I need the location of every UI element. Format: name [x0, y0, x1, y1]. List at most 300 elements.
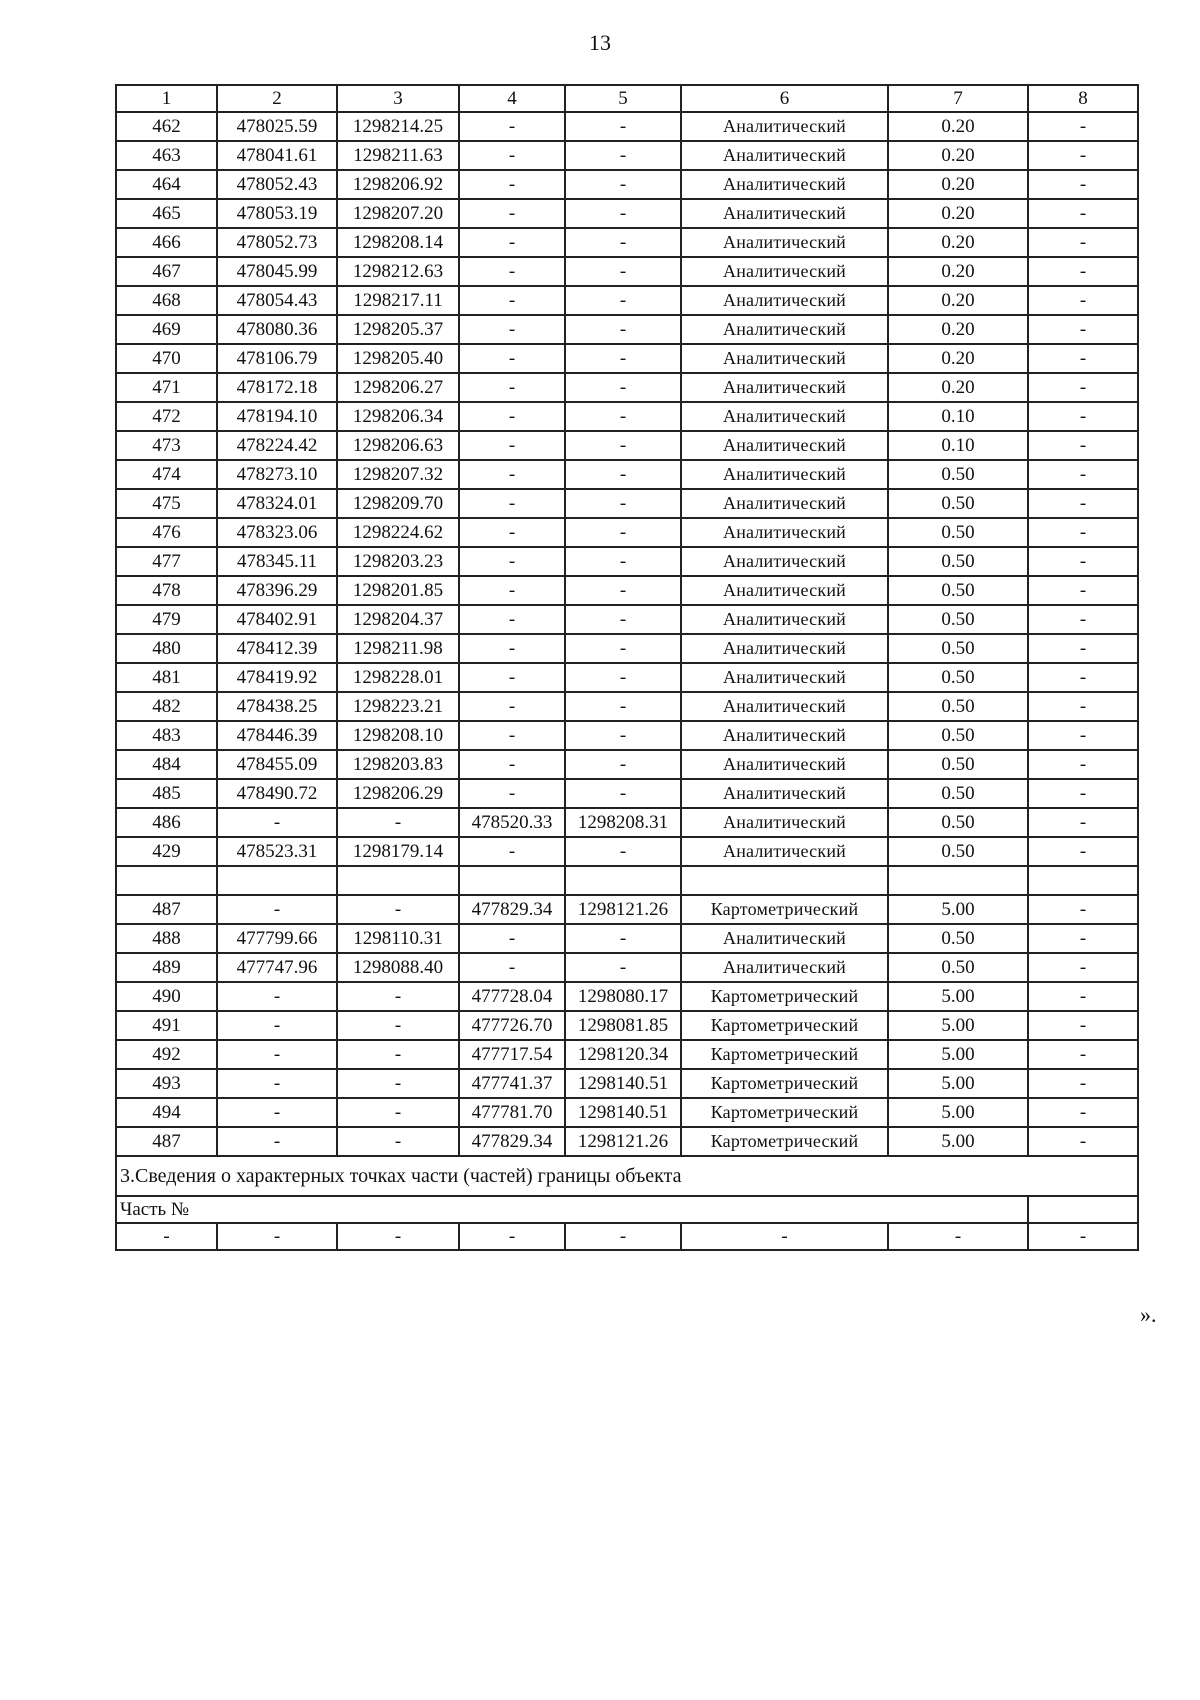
table-cell: 0.20 — [888, 315, 1028, 344]
table-cell: 0.50 — [888, 634, 1028, 663]
table-cell: 0.20 — [888, 199, 1028, 228]
table-cell: 1298207.20 — [337, 199, 459, 228]
table-cell: 1298140.51 — [565, 1069, 681, 1098]
table-cell: - — [1028, 750, 1138, 779]
table-cell: - — [565, 750, 681, 779]
table-cell: 0.20 — [888, 141, 1028, 170]
table-cell: - — [565, 141, 681, 170]
table-cell: - — [1028, 634, 1138, 663]
method-cell: Картометрический — [681, 1040, 888, 1069]
method-cell: Аналитический — [681, 402, 888, 431]
table-cell: 491 — [116, 1011, 217, 1040]
table-cell: 1298080.17 — [565, 982, 681, 1011]
table-cell: 0.20 — [888, 112, 1028, 141]
table-cell: 1298208.31 — [565, 808, 681, 837]
table-cell: 476 — [116, 518, 217, 547]
table-cell — [565, 866, 681, 895]
table-cell: 429 — [116, 837, 217, 866]
method-cell: Картометрический — [681, 1127, 888, 1156]
table-cell — [116, 866, 217, 895]
table-cell: - — [565, 837, 681, 866]
table-cell: - — [565, 257, 681, 286]
table-cell: - — [565, 692, 681, 721]
table-cell: - — [565, 721, 681, 750]
table-cell: 469 — [116, 315, 217, 344]
table-row — [116, 170, 1138, 199]
table-row — [116, 663, 1138, 692]
method-cell: Аналитический — [681, 373, 888, 402]
table-row — [116, 953, 1138, 982]
table-cell: 0.50 — [888, 837, 1028, 866]
table-cell: 477799.66 — [217, 924, 337, 953]
table-cell: 1298140.51 — [565, 1098, 681, 1127]
table-cell: 478402.91 — [217, 605, 337, 634]
table-cell: - — [1028, 779, 1138, 808]
table-cell: - — [459, 547, 565, 576]
table-cell: 1298208.10 — [337, 721, 459, 750]
table-cell: - — [116, 1223, 217, 1250]
table-row — [116, 1127, 1138, 1156]
column-header: 7 — [888, 85, 1028, 112]
table-cell: - — [1028, 895, 1138, 924]
table-cell: - — [459, 1223, 565, 1250]
table-row — [116, 634, 1138, 663]
table-cell: - — [565, 431, 681, 460]
table-row — [116, 1011, 1138, 1040]
table-cell: 5.00 — [888, 1011, 1028, 1040]
part-label: Часть № — [116, 1196, 1028, 1223]
table-cell: - — [459, 344, 565, 373]
table-header-row — [116, 85, 1138, 112]
table-cell: 5.00 — [888, 1127, 1028, 1156]
method-cell: Аналитический — [681, 141, 888, 170]
table-cell: 478490.72 — [217, 779, 337, 808]
table-cell: - — [1028, 402, 1138, 431]
table-row — [116, 576, 1138, 605]
table-row — [116, 837, 1138, 866]
method-cell: Аналитический — [681, 460, 888, 489]
table-cell: 1298203.83 — [337, 750, 459, 779]
table-cell: - — [459, 373, 565, 402]
table-cell: 477717.54 — [459, 1040, 565, 1069]
table-cell: 489 — [116, 953, 217, 982]
method-cell: Аналитический — [681, 547, 888, 576]
table-row — [116, 141, 1138, 170]
table-cell: - — [1028, 547, 1138, 576]
table-cell: 478172.18 — [217, 373, 337, 402]
table-cell: 1298224.62 — [337, 518, 459, 547]
table-cell: - — [337, 1040, 459, 1069]
table-cell: 0.50 — [888, 518, 1028, 547]
table-row — [116, 460, 1138, 489]
table-cell: 1298120.34 — [565, 1040, 681, 1069]
table-cell: 482 — [116, 692, 217, 721]
table-cell: 477829.34 — [459, 895, 565, 924]
table-cell: 1298206.34 — [337, 402, 459, 431]
table-cell: 0.10 — [888, 402, 1028, 431]
table-cell: 478455.09 — [217, 750, 337, 779]
table-cell: - — [1028, 605, 1138, 634]
table-cell: - — [459, 953, 565, 982]
table-cell: 478106.79 — [217, 344, 337, 373]
table-cell: 1298201.85 — [337, 576, 459, 605]
table-cell: - — [1028, 953, 1138, 982]
section3-title-row — [116, 1156, 1138, 1196]
table-cell: 1298203.23 — [337, 547, 459, 576]
table-cell: - — [1028, 373, 1138, 402]
table-cell: 5.00 — [888, 1040, 1028, 1069]
table-cell: - — [217, 1098, 337, 1127]
table-cell: - — [1028, 1069, 1138, 1098]
table-cell: - — [459, 112, 565, 141]
table-cell: - — [565, 663, 681, 692]
table-cell: 0.50 — [888, 779, 1028, 808]
table-cell: 1298209.70 — [337, 489, 459, 518]
table-cell: - — [565, 518, 681, 547]
table-cell: 478041.61 — [217, 141, 337, 170]
table-cell: 1298110.31 — [337, 924, 459, 953]
table-cell: - — [459, 663, 565, 692]
table-cell: - — [1028, 576, 1138, 605]
part-data-row — [116, 1223, 1138, 1250]
table-cell: 478345.11 — [217, 547, 337, 576]
table-row — [116, 199, 1138, 228]
table-row — [116, 721, 1138, 750]
table-cell: 478052.73 — [217, 228, 337, 257]
table-cell: 488 — [116, 924, 217, 953]
part-value — [1028, 1196, 1138, 1223]
table-cell: 1298204.37 — [337, 605, 459, 634]
table-cell: - — [459, 721, 565, 750]
table-cell: 478045.99 — [217, 257, 337, 286]
table-cell: 1298228.01 — [337, 663, 459, 692]
table-cell: 486 — [116, 808, 217, 837]
table-cell: - — [459, 634, 565, 663]
method-cell: Аналитический — [681, 953, 888, 982]
method-cell: Картометрический — [681, 895, 888, 924]
table-cell: 0.50 — [888, 924, 1028, 953]
table-cell: 478323.06 — [217, 518, 337, 547]
method-cell: Аналитический — [681, 634, 888, 663]
closing-quote-mark: ». — [1140, 1302, 1157, 1327]
table-cell: 477829.34 — [459, 1127, 565, 1156]
table-cell: 0.50 — [888, 489, 1028, 518]
table-cell: - — [459, 460, 565, 489]
table-cell: 477 — [116, 547, 217, 576]
table-cell: - — [565, 576, 681, 605]
table-row — [116, 344, 1138, 373]
table-cell: 1298205.40 — [337, 344, 459, 373]
coordinates-table — [115, 84, 1139, 1251]
table-cell: 1298179.14 — [337, 837, 459, 866]
table-cell: - — [565, 199, 681, 228]
table-cell: 483 — [116, 721, 217, 750]
table-cell: 470 — [116, 344, 217, 373]
column-header: 8 — [1028, 85, 1138, 112]
table-row — [116, 257, 1138, 286]
table-cell: - — [565, 286, 681, 315]
table-cell: 0.20 — [888, 373, 1028, 402]
method-cell: Аналитический — [681, 692, 888, 721]
table-cell: 490 — [116, 982, 217, 1011]
table-cell: - — [337, 1011, 459, 1040]
table-cell: 478273.10 — [217, 460, 337, 489]
table-cell: - — [1028, 112, 1138, 141]
table-cell: 477741.37 — [459, 1069, 565, 1098]
method-cell: Аналитический — [681, 112, 888, 141]
table-cell: 1298217.11 — [337, 286, 459, 315]
table-cell: 1298121.26 — [565, 1127, 681, 1156]
table-cell: - — [459, 576, 565, 605]
table-cell: - — [459, 228, 565, 257]
table-cell: - — [565, 634, 681, 663]
table-cell — [337, 866, 459, 895]
table-cell: - — [565, 489, 681, 518]
table-cell: - — [1028, 141, 1138, 170]
table-row — [116, 228, 1138, 257]
table-row — [116, 808, 1138, 837]
table-cell: 478054.43 — [217, 286, 337, 315]
method-cell: Картометрический — [681, 982, 888, 1011]
table-cell: 474 — [116, 460, 217, 489]
table-cell: 0.20 — [888, 344, 1028, 373]
table-cell: - — [888, 1223, 1028, 1250]
method-cell: Картометрический — [681, 1069, 888, 1098]
table-body — [116, 112, 1138, 1156]
table-cell: - — [459, 141, 565, 170]
table-row — [116, 750, 1138, 779]
table-cell: 1298207.32 — [337, 460, 459, 489]
table-cell: 0.50 — [888, 663, 1028, 692]
table-cell: - — [337, 1098, 459, 1127]
table-cell: - — [459, 924, 565, 953]
table-cell: 1298211.98 — [337, 634, 459, 663]
method-cell: Аналитический — [681, 837, 888, 866]
method-cell: Аналитический — [681, 489, 888, 518]
method-cell: Аналитический — [681, 518, 888, 547]
method-cell: Картометрический — [681, 1011, 888, 1040]
table-cell: 0.50 — [888, 721, 1028, 750]
table-cell: - — [1028, 1011, 1138, 1040]
table-row — [116, 982, 1138, 1011]
method-cell: Картометрический — [681, 1098, 888, 1127]
table-cell: 478194.10 — [217, 402, 337, 431]
table-cell: - — [1028, 808, 1138, 837]
table-row — [116, 779, 1138, 808]
table-cell: - — [217, 1040, 337, 1069]
table-cell: 462 — [116, 112, 217, 141]
table-cell: 1298206.27 — [337, 373, 459, 402]
table-cell: 464 — [116, 170, 217, 199]
table-cell: - — [459, 518, 565, 547]
table-cell: - — [1028, 489, 1138, 518]
table-cell: - — [459, 692, 565, 721]
table-row — [116, 1040, 1138, 1069]
table-cell: - — [1028, 721, 1138, 750]
part-row — [116, 1196, 1138, 1223]
method-cell: Аналитический — [681, 721, 888, 750]
table-cell: 473 — [116, 431, 217, 460]
table-cell: 468 — [116, 286, 217, 315]
table-cell: - — [1028, 924, 1138, 953]
table-cell: 477728.04 — [459, 982, 565, 1011]
table-cell: - — [217, 1127, 337, 1156]
table-cell: - — [459, 779, 565, 808]
table-cell: - — [565, 344, 681, 373]
table-cell: 467 — [116, 257, 217, 286]
table-cell: 1298205.37 — [337, 315, 459, 344]
table-cell: 1298206.29 — [337, 779, 459, 808]
table-cell: - — [459, 315, 565, 344]
table-cell: 466 — [116, 228, 217, 257]
table-cell: 478419.92 — [217, 663, 337, 692]
table-cell: 477747.96 — [217, 953, 337, 982]
table-cell: - — [565, 547, 681, 576]
method-cell: Аналитический — [681, 750, 888, 779]
table-cell: 5.00 — [888, 895, 1028, 924]
table-cell: - — [565, 1223, 681, 1250]
table-cell: - — [459, 750, 565, 779]
table-cell: - — [1028, 518, 1138, 547]
table-cell: - — [337, 1223, 459, 1250]
table-cell: 475 — [116, 489, 217, 518]
table-cell: 1298223.21 — [337, 692, 459, 721]
table-cell: - — [337, 808, 459, 837]
table-cell: 0.20 — [888, 228, 1028, 257]
table-cell: - — [337, 1127, 459, 1156]
table-cell: 0.50 — [888, 750, 1028, 779]
table-cell: 472 — [116, 402, 217, 431]
table-cell: 5.00 — [888, 982, 1028, 1011]
table-cell: 478324.01 — [217, 489, 337, 518]
table-cell: - — [1028, 170, 1138, 199]
table-cell: 480 — [116, 634, 217, 663]
column-header: 2 — [217, 85, 337, 112]
table-cell: - — [1028, 286, 1138, 315]
table-cell: 0.50 — [888, 547, 1028, 576]
table-cell — [217, 866, 337, 895]
table-cell: 487 — [116, 895, 217, 924]
table-cell: - — [337, 1069, 459, 1098]
table-cell: - — [1028, 199, 1138, 228]
table-cell: 481 — [116, 663, 217, 692]
method-cell: Аналитический — [681, 170, 888, 199]
table-cell: - — [565, 112, 681, 141]
table-cell: - — [1028, 315, 1138, 344]
method-cell: Аналитический — [681, 663, 888, 692]
table-cell: - — [1028, 228, 1138, 257]
table-row — [116, 373, 1138, 402]
table-cell: - — [459, 605, 565, 634]
table-cell: 478396.29 — [217, 576, 337, 605]
table-cell: - — [337, 895, 459, 924]
table-cell: - — [459, 837, 565, 866]
table-cell: 478520.33 — [459, 808, 565, 837]
table-cell — [459, 866, 565, 895]
table-cell: - — [565, 373, 681, 402]
method-cell: Аналитический — [681, 315, 888, 344]
table-cell: - — [1028, 431, 1138, 460]
table-cell: 1298206.92 — [337, 170, 459, 199]
table-cell: - — [1028, 663, 1138, 692]
table-cell: 0.50 — [888, 953, 1028, 982]
table-cell: - — [459, 489, 565, 518]
table-cell: 1298206.63 — [337, 431, 459, 460]
table-cell: - — [565, 924, 681, 953]
table-cell: 478412.39 — [217, 634, 337, 663]
table-cell: 1298214.25 — [337, 112, 459, 141]
table-cell: 0.50 — [888, 692, 1028, 721]
table-cell: - — [217, 895, 337, 924]
table-row — [116, 866, 1138, 895]
table-cell: 478446.39 — [217, 721, 337, 750]
coordinates-table-container — [115, 84, 1139, 1251]
table-cell: 478080.36 — [217, 315, 337, 344]
table-cell: 478 — [116, 576, 217, 605]
method-cell: Аналитический — [681, 199, 888, 228]
table-cell: 0.50 — [888, 576, 1028, 605]
table-cell: 463 — [116, 141, 217, 170]
table-cell: 478025.59 — [217, 112, 337, 141]
table-cell: - — [565, 170, 681, 199]
method-cell: Аналитический — [681, 576, 888, 605]
table-cell: 465 — [116, 199, 217, 228]
table-cell: - — [1028, 1223, 1138, 1250]
table-cell: - — [565, 315, 681, 344]
table-row — [116, 924, 1138, 953]
table-cell: 0.50 — [888, 808, 1028, 837]
section3-title: 3.Сведения о характерных точках части (частей) границы объекта — [116, 1156, 1138, 1196]
table-cell: 0.20 — [888, 257, 1028, 286]
table-row — [116, 286, 1138, 315]
column-header: 1 — [116, 85, 217, 112]
method-cell: Аналитический — [681, 924, 888, 953]
table-cell: 484 — [116, 750, 217, 779]
table-cell: - — [459, 402, 565, 431]
table-cell — [888, 866, 1028, 895]
table-cell: - — [459, 431, 565, 460]
column-header: 5 — [565, 85, 681, 112]
table-row — [116, 692, 1138, 721]
table-cell: - — [1028, 837, 1138, 866]
table-cell: - — [459, 257, 565, 286]
table-cell: - — [217, 808, 337, 837]
table-cell: 477781.70 — [459, 1098, 565, 1127]
table-row — [116, 431, 1138, 460]
table-row — [116, 518, 1138, 547]
method-cell: Аналитический — [681, 779, 888, 808]
method-cell: Аналитический — [681, 605, 888, 634]
table-cell: - — [459, 286, 565, 315]
table-row — [116, 112, 1138, 141]
method-cell: Аналитический — [681, 228, 888, 257]
table-cell: - — [217, 1069, 337, 1098]
table-cell: 0.50 — [888, 605, 1028, 634]
table-cell: 478438.25 — [217, 692, 337, 721]
table-cell: - — [565, 402, 681, 431]
table-cell: - — [681, 1223, 888, 1250]
table-cell: - — [217, 1011, 337, 1040]
table-cell: 487 — [116, 1127, 217, 1156]
table-cell: - — [1028, 1098, 1138, 1127]
table-cell: 485 — [116, 779, 217, 808]
table-row — [116, 1098, 1138, 1127]
table-cell: - — [565, 953, 681, 982]
table-cell: - — [1028, 1127, 1138, 1156]
table-cell: - — [1028, 692, 1138, 721]
method-cell: Аналитический — [681, 344, 888, 373]
table-cell: 478052.43 — [217, 170, 337, 199]
